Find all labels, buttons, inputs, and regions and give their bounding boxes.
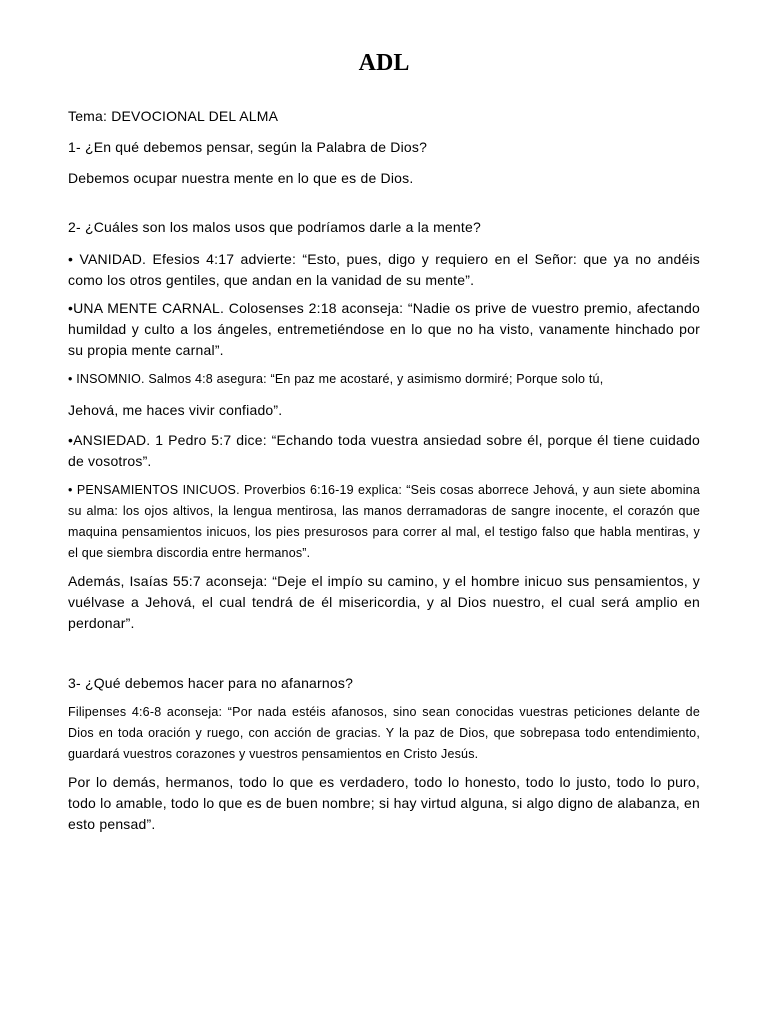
answer-1: Debemos ocupar nuestra mente en lo que es de Dios. <box>68 170 414 186</box>
document-title: ADL <box>358 50 410 76</box>
item-pensamientos-inicuos: • PENSAMIENTOS INICUOS. Proverbios 6:16-19 explica: “Seis cosas aborrece Jehová, y aun siete abomina su alma: los ojos altivos, la lengua mentirosa, las manos derramadoras de sangre inocente, el corazón que maquina pensamientos inicuos, los pies presurosos para correr al mal, el testigo falso que habla mentiras, y el que siembra discordia entre hermanos”. <box>68 483 700 560</box>
topic-line: Tema: DEVOCIONAL DEL ALMA <box>68 108 279 124</box>
paragraph-final: Por lo demás, hermanos, todo lo que es verdadero, todo lo honesto, todo lo justo, todo lo puro, todo lo amable, todo lo que es de buen nombre; si hay virtud alguna, si algo digno de alabanza, en esto pensad”. <box>68 774 700 832</box>
question-1: 1- ¿En qué debemos pensar, según la Palabra de Dios? <box>68 139 428 155</box>
item-ansiedad: •ANSIEDAD. 1 Pedro 5:7 dice: “Echando toda vuestra ansiedad sobre él, porque él tiene cuidado de vosotros”. <box>68 432 700 469</box>
item-insomnio-line-2: Jehová, me haces vivir confiado”. <box>68 402 283 418</box>
item-mente-carnal: •UNA MENTE CARNAL. Colosenses 2:18 aconseja: “Nadie os prive de vuestro premio, afectando humildad y culto a los ángeles, entremetiéndose en lo que no ha visto, vanamente hinchado por su propia mente carnal”. <box>68 300 700 358</box>
item-vanidad: • VANIDAD. Efesios 4:17 advierte: “Esto, pues, digo y requiero en el Señor: que ya no andéis como los otros gentiles, que andan en la vanidad de su mente”. <box>68 251 700 288</box>
paragraph-filipenses: Filipenses 4:6-8 aconseja: “Por nada estéis afanosos, sino sean conocidas vuestras peticiones delante de Dios en toda oración y ruego, con acción de gracias. Y la paz de Dios, que sobrepasa todo entendimiento, guardará vuestros corazones y vuestros pensamientos en Cristo Jesús. <box>68 705 700 761</box>
question-2: 2- ¿Cuáles son los malos usos que podríamos darle a la mente? <box>68 219 481 235</box>
item-insomnio-line-1: • INSOMNIO. Salmos 4:8 asegura: “En paz me acostaré, y asimismo dormiré; Porque solo tú, <box>68 372 604 386</box>
paragraph-isaias: Además, Isaías 55:7 aconseja: “Deje el impío su camino, y el hombre inicuo sus pensamientos, y vuélvase a Jehová, el cual tendrá de él misericordia, y al Dios nuestro, el cual será amplio en perdonar”. <box>68 573 700 631</box>
question-3: 3- ¿Qué debemos hacer para no afanarnos? <box>68 675 354 691</box>
